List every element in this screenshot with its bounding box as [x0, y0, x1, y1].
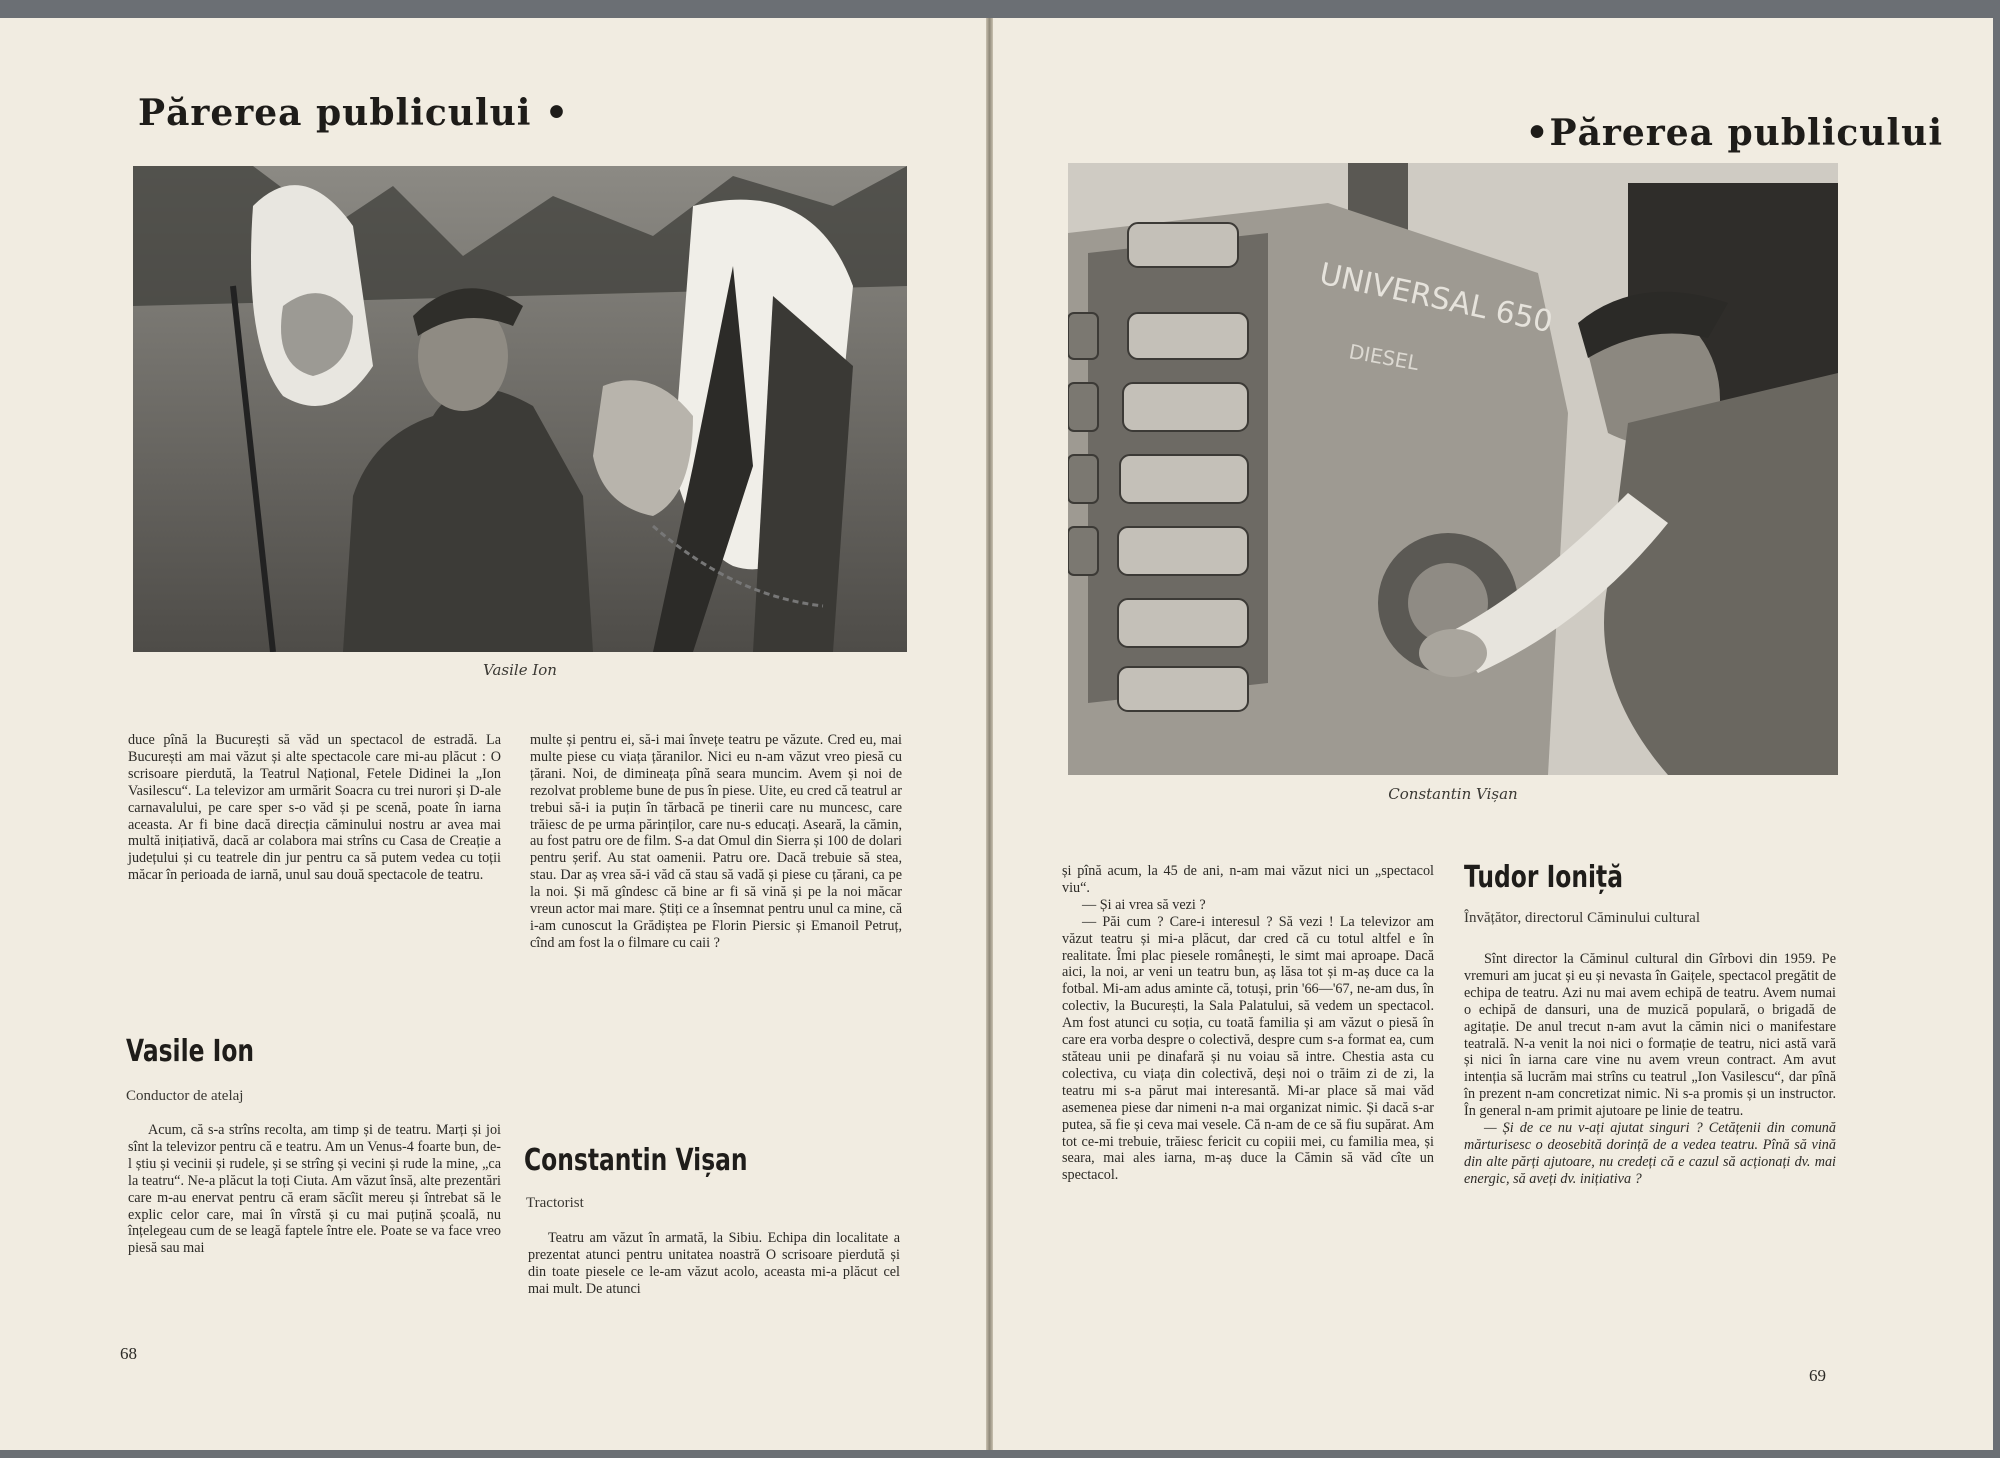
photo-right-caption: Constantin Vișan [1388, 785, 1518, 803]
person1-role: Conductor de atelaj [126, 1088, 244, 1104]
photo-constantin-visan [1068, 163, 1838, 775]
photo-left-caption: Vasile Ion [483, 661, 557, 679]
left-column-2 [530, 732, 902, 952]
person2-text: Teatru am văzut în armată, la Sibiu. Echipa din localitate a prezentat atunci pentru unitatea noastră O scrisoare pierdută și din toate piesele ce le-am văzut acolo, aceasta mi-a plăcut cel mai mult. De atunci [528, 1230, 900, 1297]
photo-vasile-ion [133, 166, 907, 652]
right-column-1 [1062, 863, 1434, 1184]
left-page [0, 18, 986, 1450]
page-number-right: 69 [1809, 1366, 1826, 1385]
tractor-sublabel: DIESEL [1347, 339, 1421, 376]
left-col2-text: multe și pentru ei, să-i mai învețe teatru pe văzute. Cred eu, mai multe piese cu viața țăranilor. Nici eu n-am văzut vreo piesă cu țărani. Noi, de dimineața pînă seara muncim. Avem și noi de rezolvat probleme bune de pus în piese. Uite, eu cred că teatrul ar trebui să-i ia puțin în tărbacă pe tinerii care nu muncesc, care trăiesc de pe urma părinților, care nu-s educați. Aseară, la cămin, au fost patru ore de film. S-a dat Omul din Sierra și 100 de dolari pentru șerif. Au stat oamenii. Patru ore. Dacă trebuie să stea, stau. Dar aș vrea să-i văd că stau să vadă și piese cu țărani, ca pe la noi. Și mă gîndesc că bine ar fi să vină și pe la noi măcar vreun actor mai mare. Știți ce a însemnat pentru unul ca mine, că i-am cunoscut la Grădiștea pe Florin Piersic și Emanoil Petruț, cînd am fost la o filmare cu caii ? [530, 732, 902, 951]
left-column-1 [128, 732, 501, 884]
right-col1-p3: — Păi cum ? Care-i interesul ? Să vezi ! La televizor am văzut teatru și mi-a plăcut, dar cred că cu totul altfel e în realitate. Îmi plac piesele românești, le simt mai aproape. Dacă aici, la noi, ar veni un teatru bun, aș lăsa tot și m-aș duce ca la fotbal. Mi-am adus aminte că, totuși, prin '66—'67, ne-am dus, în colectiv, la București, la Sala Palatului, să vedem un spectacol. Am fost atunci cu soția, cu toată familia și am văzut o piesă în care era vorba despre o colectivă, despre cum s-a format ea, cum stăteau unii pe dinafară și nu voiau să intre. Chestia asta cu colectiva, cu viața din colectivă, deși noi o trăim zi de zi, la teatru mi s-a părut mai interesantă. Mi-ar place să mai văd asemenea piese dar nimeni n-a mai organizat nimic. Și dacă s-ar putea, să fie și ceva mai vesele. Că n-am de ce să fiu supărat. Am tot ce-mi trebuie, trăiesc fericit cu copiii mei, cu familia mea, și seara, mai ales iarna, m-aș duce la Cămin să văd cîte un spectacol. [1062, 913, 1434, 1184]
right-col1-p1: și pînă acum, la 45 de ani, n-am mai văzut nici un „spectacol viu“. [1062, 863, 1434, 896]
person3-p2: — Și de ce nu v-ați ajutat singuri ? Cetățenii din comună mărturisesc o deosebită dorință de a vedea teatru. Pînă să vină din alte părți ajutoare, nu credeți că e cazul să acționați dv. mai energic, să aveți dv. inițiativa ? [1464, 1120, 1836, 1187]
right-col1-p2: — Și ai vrea să vezi ? [1082, 896, 1206, 913]
section-title-left: Părerea publicului • [138, 92, 570, 134]
page-number-left: 68 [120, 1344, 137, 1363]
person2-name: Constantin Vișan [524, 1143, 748, 1178]
person1-name: Vasile Ion [126, 1034, 255, 1069]
person2-role: Tractorist [526, 1195, 584, 1211]
person3-name: Tudor Ioniță [1464, 860, 1624, 895]
person1-text-block [128, 1122, 501, 1257]
section-title-right: •Părerea publicului [1525, 112, 1943, 154]
person2-text-block [528, 1230, 900, 1298]
person3-text-block [1464, 951, 1836, 1188]
person1-text: Acum, că s-a strîns recolta, am timp și de teatru. Marți și joi sînt la televizor pentru că e teatru. Am un Venus-4 foarte bun, de-l știu și vecinii și rudele, și se strîng și vecini și rude la mine, „ca la teatru“. Ne-a plăcut la toți Ciuta. Am văzut însă, alte prezentări care m-au enervat pentru că eram săcîit mereu și întrebat să le explic celor care, mai în vîrstă și cu mai puțină școală, nu înțelegeau cum de se leagă faptele între ele. Poate se va face vreo piesă sau mai [128, 1122, 501, 1257]
right-page [993, 18, 1993, 1450]
tractor-photo [1068, 163, 1838, 775]
left-col1-text: duce pînă la București să văd un spectacol de estradă. La București am mai văzut și alte spectacole care mi-au plăcut : O scrisoare pierdută, la Teatrul Național, Fetele Didinei la „Ion Vasilescu“. La televizor am urmărit Soacra cu trei nurori și D-ale carnavalului, pe care sper s-o văd și pe scenă, poate în iarna aceasta. Ar fi bine dacă direcția căminului nostru ar avea mai multă inițiativă, dacă ar colabora mai strîns cu Casa de Creație a județului și cu teatrele din jur pentru ca să putem vedea cu toții măcar în perioada de iarnă, unul sau două spectacole de teatru. [128, 732, 501, 884]
tractor-label: UNIVERSAL 650 [1316, 256, 1556, 341]
person3-role: Învățător, directorul Căminului cultural [1464, 910, 1700, 926]
horses-photo [133, 166, 907, 652]
book-gutter [986, 18, 993, 1450]
person3-p1: Sînt director la Căminul cultural din Gîrbovi din 1959. Pe vremuri am jucat și eu și nevasta în Gaițele, spectacol pregătit de echipa de teatru. Azi nu mai avem echipă de teatru. Avem numai o echipă de dansuri, una de muzică populară, o brigadă de agitație. De anul trecut n-am avut la cămin nici o manifestare teatrală. N-a venit la noi nici o formație de teatru, nici astă vară și nici în iarna care vine nu avem vreun contract. Am avut intenția să lucrăm mai strîns cu teatrul „Ion Vasilescu“, dar pînă în prezent n-am concretizat nimic. Ni s-a promis și un instructor. În general n-am primit ajutoare pe linie de teatru. [1464, 951, 1836, 1120]
